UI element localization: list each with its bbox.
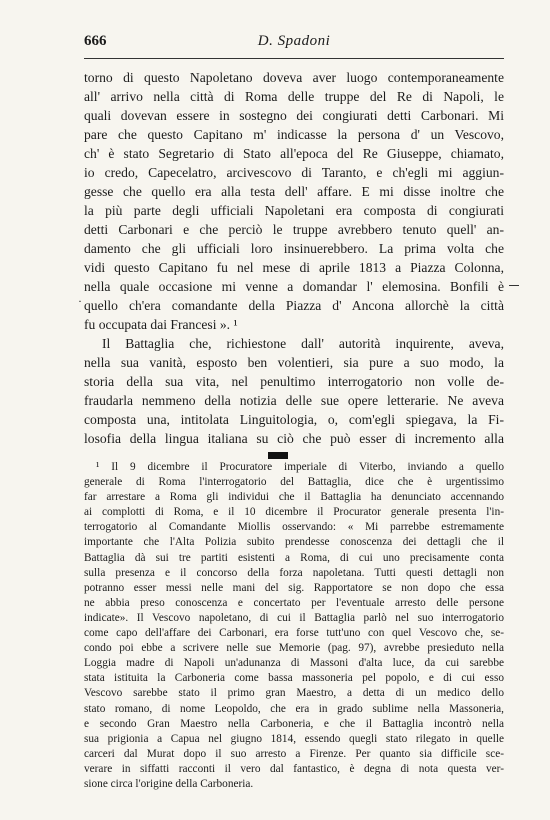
footnote-line: sua prigionia a Capua nel giugno 1814, essendo quegli stato rilegato in quelle: [84, 732, 504, 745]
footnote-line: Battaglia dà sui tre partiti esistenti a Roma, di cui uno precisamente conta: [84, 551, 504, 564]
footnote-line: e secondo Gran Maestro nella Carboneria, e che il Battaglia incontrò nella: [84, 717, 504, 730]
footnote-line: sulla presenza e il concorso della forza napoletana. Tutti questi dettagli non: [84, 566, 504, 579]
footnote-line: stato romano, di nome Leopoldo, che era in grado sublime nella Massoneria,: [84, 702, 504, 715]
footnote-line: come capo dell'affare dei Carbonari, era forse tutt'uno con quel Vescovo che, se-: [84, 627, 504, 640]
footnote-line: carceri dal Murat dopo il suo arresto a Firenze. Per quanto sia difficile sce-: [84, 747, 504, 760]
text-line: io credo, Capecelatro, arcivescovo di Taranto, e ch'egli mi aggiun-: [84, 165, 504, 180]
text-line: detti Carbonari e che perciò le truppe avrebbero tenuto quell' an-: [84, 222, 504, 237]
text-line: damento che gli ufficiali loro insinuerebbero. La prima volta che: [84, 241, 504, 256]
footnote-line: stata istituita la Carboneria come bassa massoneria pel popolo, e di cui esso: [84, 672, 504, 685]
footnote-line: potranno esser messi nelle mani del sig. Rapportatore se non dopo che essa: [84, 581, 504, 594]
footnote-line: Loggia madre di Napoli un'adunanza di Massoni d'alta luce, da cui sarebbe: [84, 657, 504, 670]
text-line: composta una, intitolata Linguitologia, o, com'egli spiegava, la Fi-: [84, 412, 504, 427]
text-line: pare che questo Capitano m' indicasse la persona d' un Vescovo,: [84, 127, 504, 142]
text-line: quello ch'era comandante della Piazza d' Ancona allorchè la città: [84, 298, 504, 313]
footnote-line: condo poi ebbe a scrivere nelle sue Memorie (pag. 97), avrebbe presieduto nella: [84, 642, 504, 655]
text-line: fraudarla nemmeno della notizia delle sue opere letterarie. Ne aveva: [84, 393, 504, 408]
footnote-line: ai complotti di Roma, e il 10 dicembre il Procurator generale presenta l'in-: [84, 506, 504, 519]
text-line: fu occupata dai Francesi ». ¹: [84, 317, 238, 332]
margin-dot: ·: [78, 294, 82, 308]
footnote-line: terrogatorio al Comandante Miollis osservando: « Mi parrebbe estremamente: [84, 521, 504, 534]
page-number: 666: [84, 33, 107, 49]
text-line: la più parte degli ufficiali Napoletani era composta di congiurati: [84, 203, 504, 218]
footnote-line: sione circa l'origine della Carboneria.: [84, 777, 254, 790]
footnote-line: generale di Roma l'interrogatorio del Battaglia, dice che è urgentissimo: [84, 476, 504, 489]
page-header: [84, 33, 504, 55]
footnote-line: Vescovo sarebbe stato il primo gran Maestro, a detta di un medico dello: [84, 687, 504, 700]
paragraph-start: Il Battaglia che, richiestone dall' autorità inquirente, aveva,: [102, 336, 504, 351]
running-head: D. Spadoni: [257, 33, 331, 49]
footnote-line: verare in siffatti racconti il vero dal fantastico, è degna di nota questa ver-: [84, 762, 504, 775]
text-line: nella sua vanità, esposto ben volentieri, sia pure a suo modo, la: [84, 355, 504, 370]
text-line: losofia della lingua italiana su ciò che può esser di incremento alla: [84, 431, 504, 446]
footnote-line: ¹ Il 9 dicembre il Procuratore imperiale di Viterbo, inviando a quello: [96, 461, 504, 473]
footnote-line: indicate». Il Vescovo napoletano, di cui il Battaglia parlò nel suo interrogatorio: [84, 611, 504, 624]
margin-dash: [509, 285, 519, 286]
text-line: all' arrivo nella città di Roma delle truppe del Re di Napoli, le: [84, 89, 504, 104]
footnote-separator: [268, 452, 288, 459]
text-line: gesse che quello era alla testa dell' affare. E mi disse inoltre che: [84, 184, 504, 199]
text-line: nella quale occasione mi venne a domandar l' elemosina. Bonfili è: [84, 279, 504, 294]
header-rule: [84, 58, 504, 59]
text-line: vidi questo Capitano fu nel mese di aprile 1813 a Piazza Colonna,: [84, 260, 504, 275]
footnote-line: ne abbia preso conoscenza e concertato per l'eventuale arresto delle persone: [84, 596, 504, 609]
text-line: ch' è stato Segretario di Stato all'epoca del Re Giuseppe, chiamato,: [84, 146, 504, 161]
footnote-line: far arrestare a Roma gli individui che il Battaglia ha denunciato accennando: [84, 491, 504, 504]
text-line: quali dovevan essere in sostegno dei congiurati detti Carbonari. Mi: [84, 108, 504, 123]
footnote-block: [84, 460, 504, 792]
main-text: [84, 68, 504, 448]
text-line: storia della sua vita, nel penultimo interrogatorio non volle de-: [84, 374, 504, 389]
text-line: torno di questo Napoletano doveva aver luogo contemporaneamente: [84, 70, 504, 85]
footnote-line: importante che l'Alta Polizia subito prendesse conoscenza dei dettagli che il: [84, 536, 504, 549]
